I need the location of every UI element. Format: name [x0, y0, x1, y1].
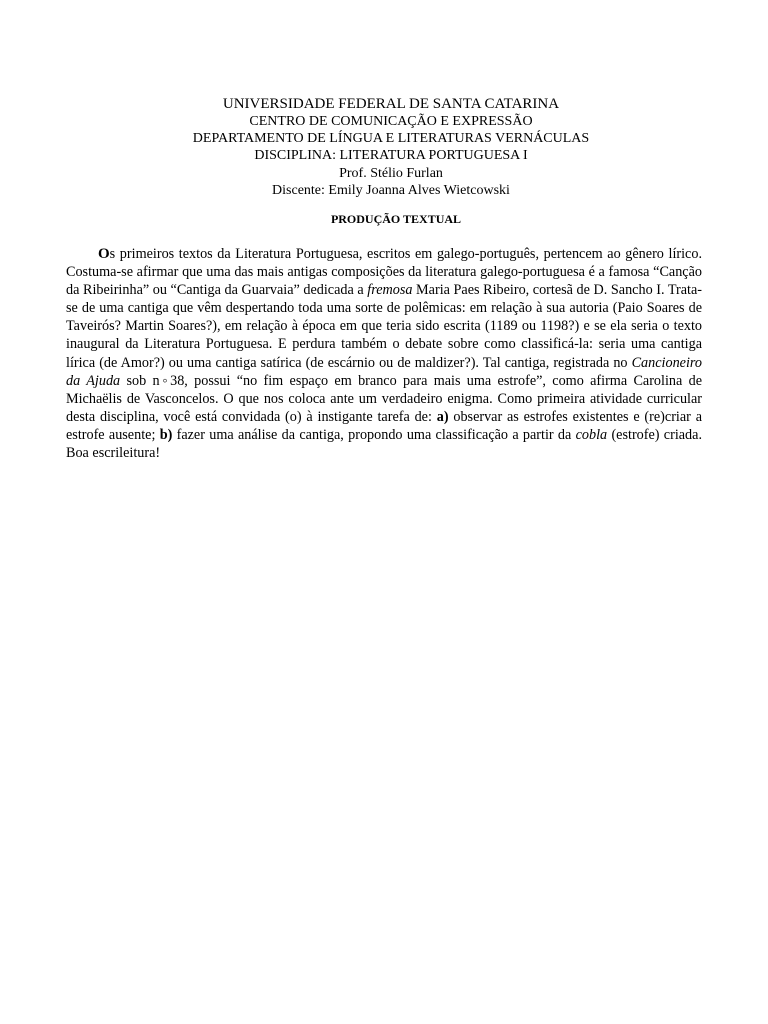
- initial-letter: O: [98, 246, 110, 262]
- center-name: CENTRO DE COMUNICAÇÃO E EXPRESSÃO: [249, 114, 533, 129]
- university-name: UNIVERSIDADE FEDERAL DE SANTA CATARINA: [222, 96, 560, 112]
- italic-term-cancioneiro: Cancioneiro da Ajuda: [66, 354, 702, 389]
- document-header: [0, 95, 768, 199]
- italic-term-fremosa: fremosa: [367, 282, 413, 299]
- department-name: DEPARTAMENTO DE LÍNGUA E LITERATURAS VERNÁCULAS: [192, 131, 590, 147]
- body-text-segment: fazer uma análise da cantiga, propondo uma classificação a partir da: [172, 426, 576, 443]
- student-name: Discente: Emily Joanna Alves Wietcowski: [272, 182, 510, 198]
- body-text-segment: Maria Paes Ribeiro, cortesã de D. Sancho I. Trata-se de uma cantiga que vêm despertando toda uma sorte de polêmicas: em relação à sua autoria (Paio Soares de Taveirós? Martin Soares?), em relação à época em que teria sido escrita (1189 ou 1198?) e se ela seria o texto inaugural da Literatura Portuguesa. E perdura também o debate sobre como classificá-la: seria uma cantiga lírica (de Amor?) ou uma cantiga satírica (de escárnio ou de maldizer?). Tal cantiga, registrada no: [66, 282, 703, 371]
- bold-marker-a: a): [436, 408, 449, 425]
- body-text-segment: s primeiros textos da Literatura Portuguesa, escritos em galego-português, pertencem ao gênero lírico. Costuma-se afirmar que uma das mais antigas composições da literatura galego-portuguesa é a famosa “Canção da Ribeirinha” ou “Cantiga da Guarvaia” dedicada a: [66, 246, 702, 299]
- body-paragraph: [66, 245, 702, 462]
- body-text-segment: (estrofe) criada. Boa escrileitura!: [66, 426, 702, 462]
- body-text-segment: observar as estrofes existentes e (re)criar a estrofe ausente;: [66, 408, 702, 443]
- professor-name: Prof. Stélio Furlan: [339, 165, 443, 181]
- discipline-name: DISCIPLINA: LITERATURA PORTUGUESA I: [254, 148, 528, 164]
- section-title: PRODUÇÃO TEXTUAL: [330, 212, 462, 226]
- italic-term-cobla: cobla: [575, 426, 608, 443]
- bold-marker-b: b): [159, 426, 173, 443]
- body-text-segment: sob n◦38, possui “no fim espaço em branco para mais uma estrofe”, como afirma Carolina de Michaëlis de Vasconcelos. O que nos coloca ante um verdadeiro enigma. Como primeira atividade curricular desta disciplina, você está convidada (o) à instigante tarefa de:: [66, 372, 702, 425]
